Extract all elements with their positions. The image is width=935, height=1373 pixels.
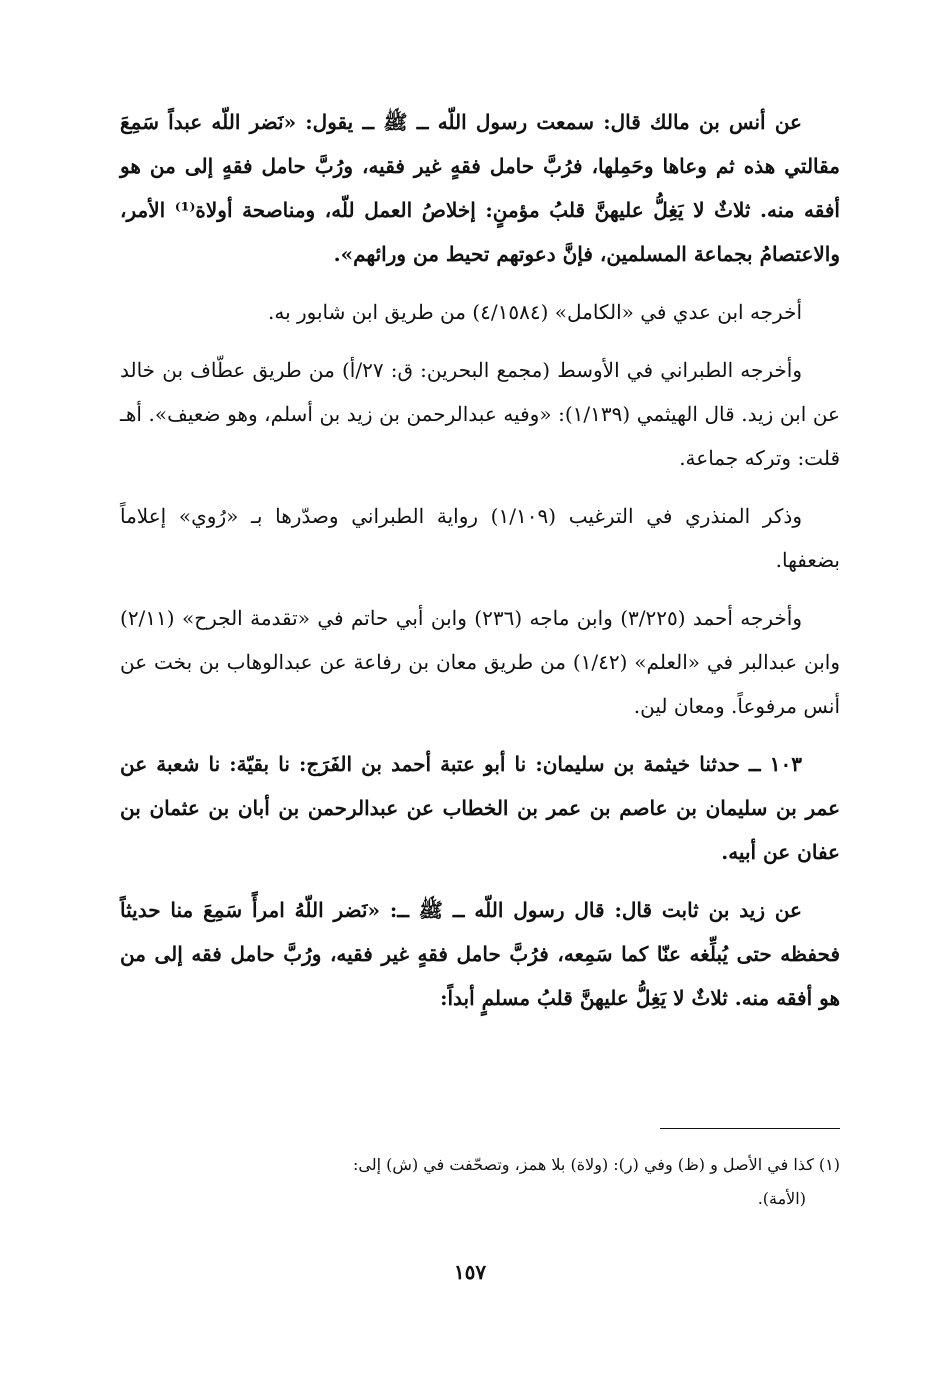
commentary-paragraph: وذكر المنذري في الترغيب (١/١٠٩) رواية الطبراني وصدّرها بـ «رُوي» إعلاماً بضعفها. [120,504,840,572]
hadith-text-paragraph: عن زيد بن ثابت قال: قال رسول اللّه ــ ﷺ ــ: «نَضر اللّهُ امرأً سَمِعَ منا حديثاً فحفظه حتى يُبلِّغه عنّا كما سَمِعه، فرُبَّ حامل فقهٍ غير فقيه، ورُبَّ حامل فقه إلى من هو أفقه منه. ثلاثٌ لا يَغِلُّ عليهنَّ قلبُ مسلمٍ أبداً: [120,898,840,1010]
isnad-paragraph: ١٠٣ ــ حدثنا خيثمة بن سليمان: نا أبو عتبة أحمد بن الفَرَج: نا بقيّة: نا شعبة عن عمر بن سليمان بن عاصم بن عمر بن الخطاب عن عبدالرحمن بن أبان بن عثمان بن عفان عن أبيه. [120,752,840,864]
footnote [120,1148,840,1216]
commentary-paragraph: وأخرجه الطبراني في الأوسط (مجمع البحرين: ق: ٢٧/أ) من طريق عطّاف بن خالد عن ابن زيد. قال الهيثمي (١/١٣٩): «وفيه عبدالرحمن بن زيد بن أسلم، وهو ضعيف». أهـ قلت: وتركه جماعة. [120,358,840,470]
footnote-line: (الأمة). [757,1189,806,1208]
hadith-text-paragraph: عن أنس بن مالك قال: سمعت رسول اللّه ــ ﷺ ــ يقول: «نَضر اللّه عبداً سَمِعَ مقالتي هذه ثم وعاها وحَمِلها، فرُبَّ حامل فقهٍ غير فقيه، ورُبَّ حامل فقهٍ إلى من هو أفقه منه. ثلاثٌ لا يَغِلُّ عليهنَّ قلبُ مؤمنٍ: إخلاصُ العمل للّه، ومناصحة أولاة⁽¹⁾ الأمر، والاعتصامُ بجماعة المسلمين، فإنَّ دعوتهم تحيط من ورائهم». [120,110,840,266]
footnote-separator [660,1128,840,1129]
main-text [120,100,840,1034]
page-number: ١٥٧ [453,1260,487,1284]
commentary-paragraph: أخرجه ابن عدي في «الكامل» (٤/١٥٨٤) من طريق ابن شابور به. [267,300,802,324]
commentary-paragraph: وأخرجه أحمد (٣/٢٢٥) وابن ماجه (٢٣٦) وابن أبي حاتم في «تقدمة الجرح» (٢/١١) وابن عبدالبر في «العلم» (١/٤٢) من طريق معان بن رفاعة عن عبدالوهاب بن بخت عن أنس مرفوعاً. ومعان لين. [120,606,840,718]
footnote-line: (١) كذا في الأصل و (ظ) وفي (ر): (ولاة) بلا همز، وتصحّفت في (ش) إلى: [353,1155,840,1174]
